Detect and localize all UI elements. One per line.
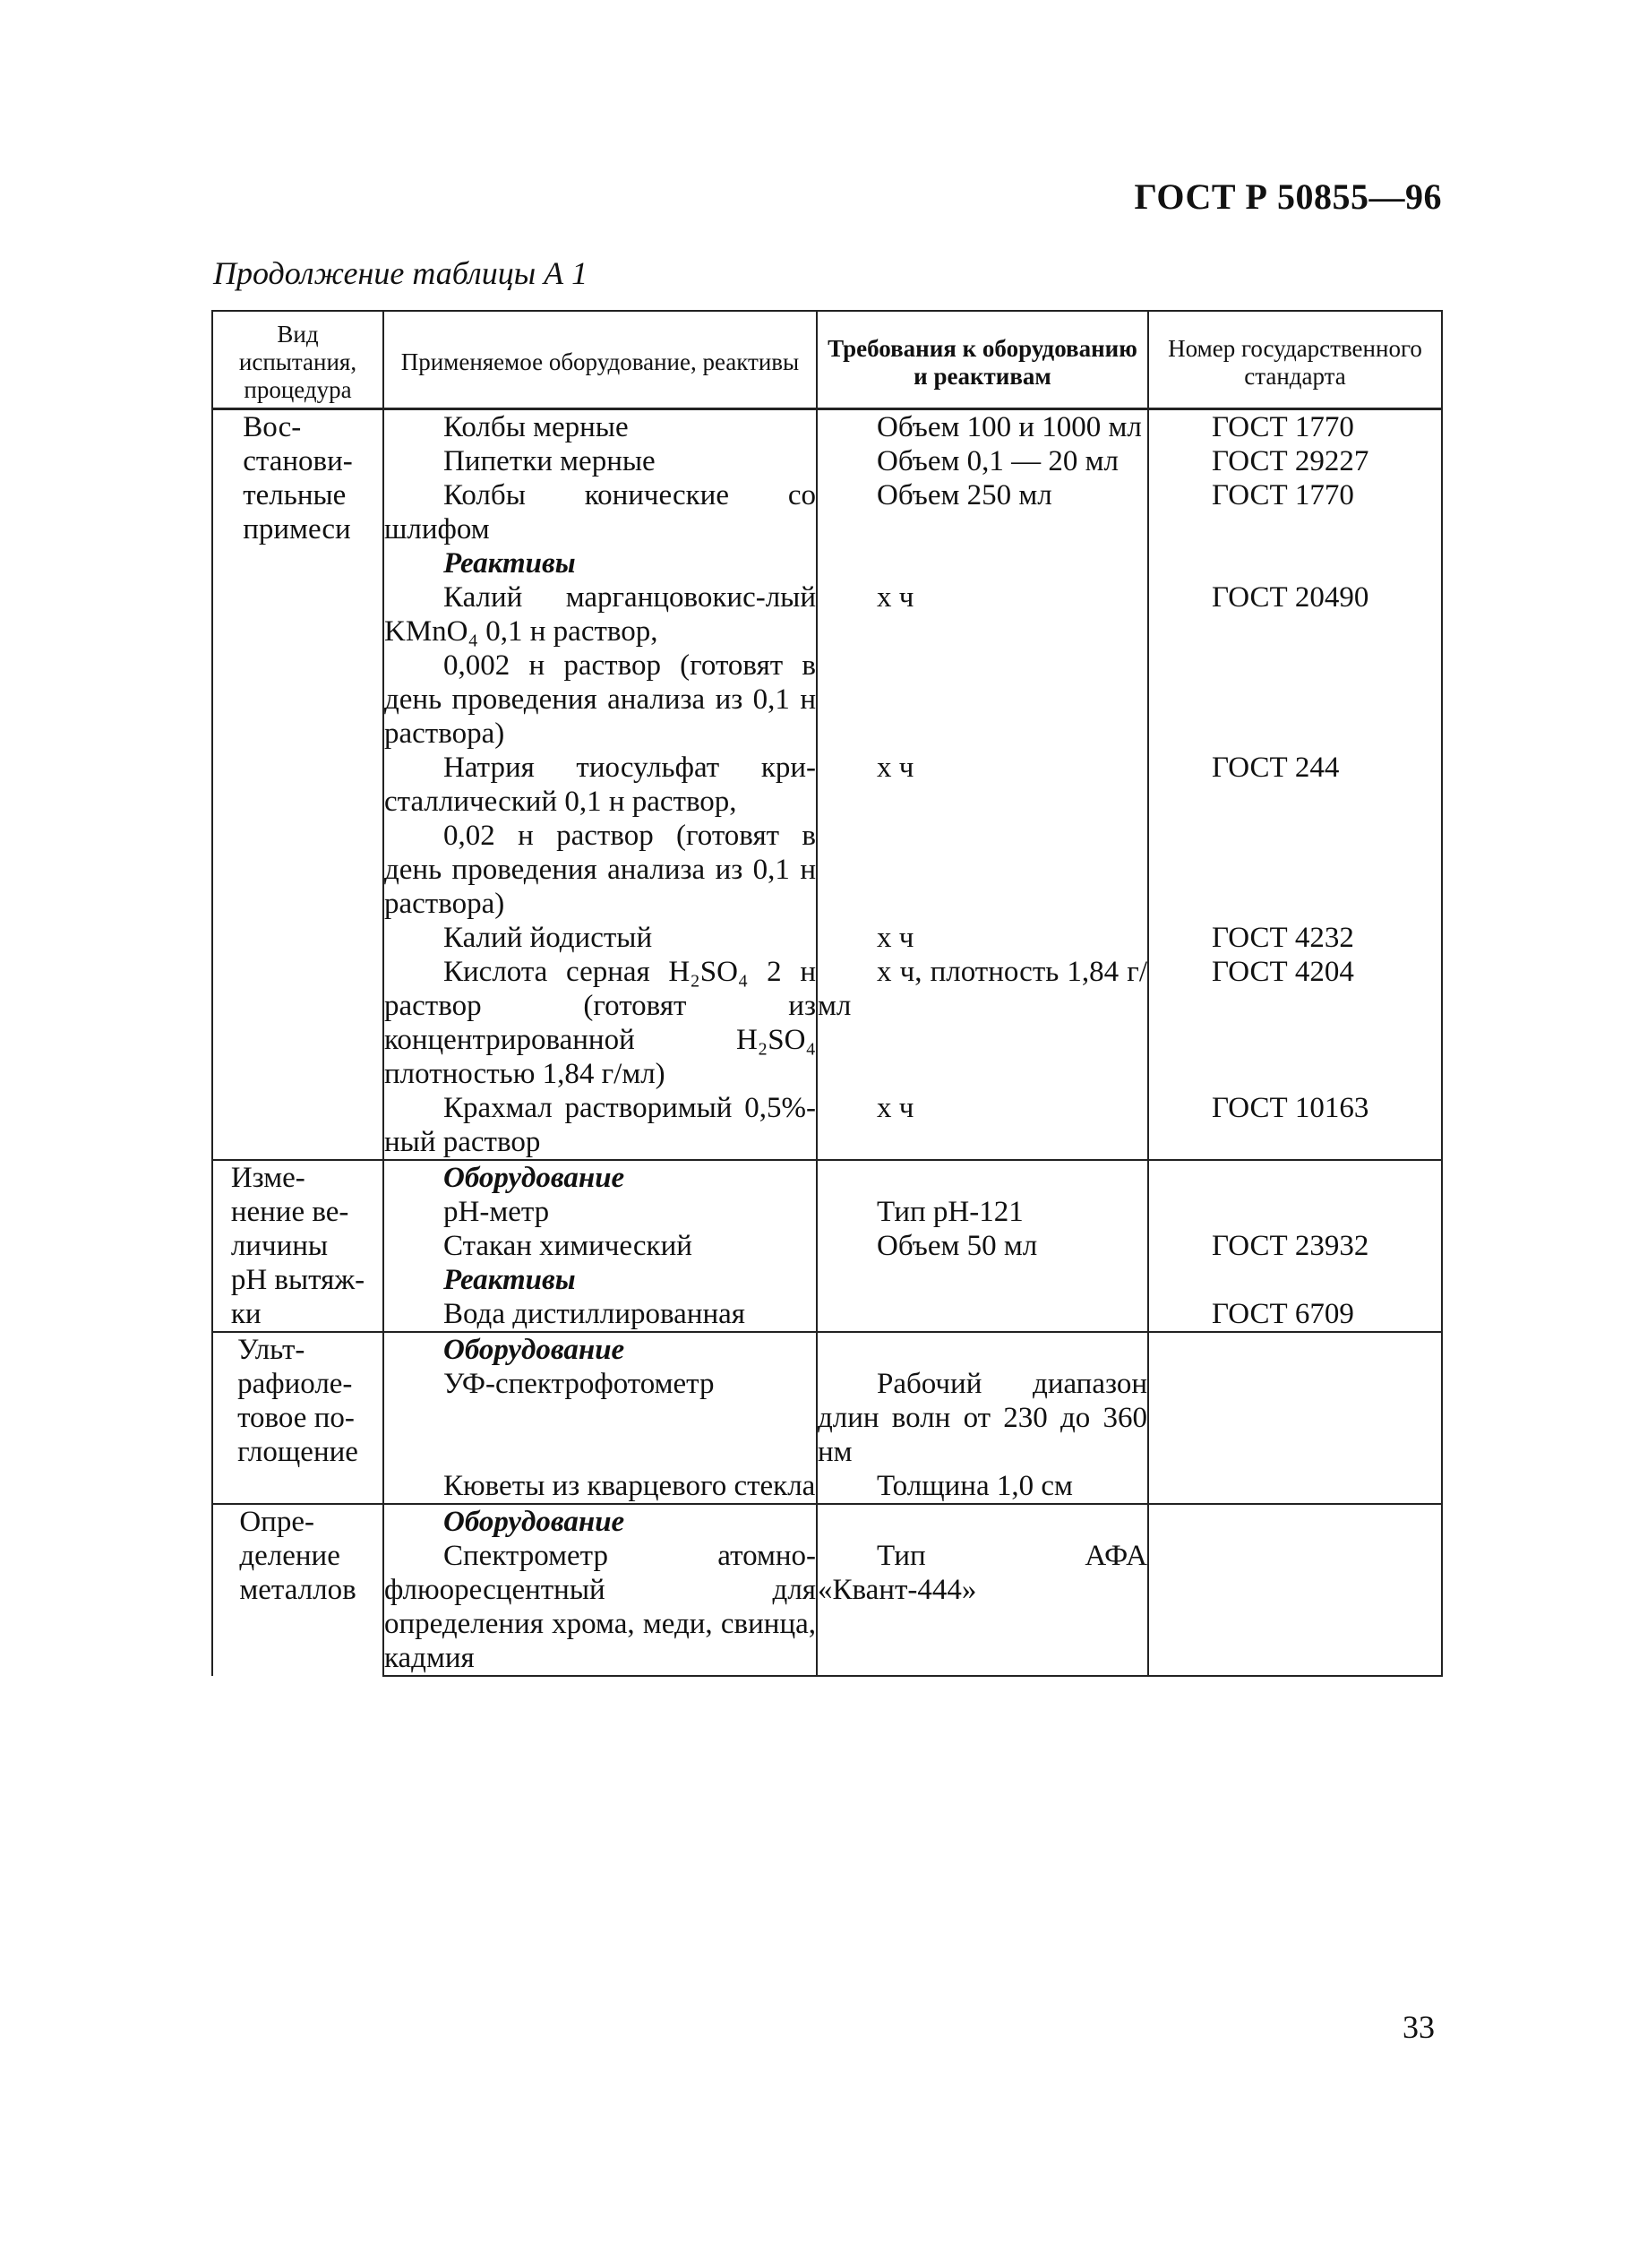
standard-number: ГОСТ 1770 (1212, 411, 1354, 443)
equipment-name: Кюветы из кварцевого стекла (443, 1470, 816, 1502)
table-row (212, 819, 1442, 921)
equipment-cell (383, 1367, 817, 1469)
equipment-name: УФ-спектрофотометр (443, 1368, 715, 1400)
requirement-text: х ч (877, 1092, 914, 1124)
equipment-cell (383, 819, 817, 921)
requirement-text: х ч (877, 581, 914, 614)
table-row (212, 1504, 1442, 1539)
requirements-cell (817, 444, 1148, 478)
equipment-name: Пипетки мерные (443, 445, 656, 477)
requirement-text: х ч (877, 922, 914, 954)
equipment-cell (383, 955, 817, 1091)
equipment-cell (383, 751, 817, 819)
equipment-cell (383, 444, 817, 478)
requirements-cell (817, 546, 1148, 580)
requirements-cell (817, 1469, 1148, 1504)
equipment-cell (383, 1263, 817, 1297)
equipment-cell (383, 1229, 817, 1263)
table-row (212, 409, 1442, 445)
section-label: Оборудование (443, 1334, 625, 1366)
requirements-cell (817, 819, 1148, 921)
standard-cell (1148, 751, 1442, 819)
standard-cell (1148, 1469, 1442, 1504)
requirements-cell (817, 580, 1148, 649)
procedure-name: Опре- деление металлов (239, 1506, 356, 1606)
table-row (212, 1539, 1442, 1676)
requirement-text: Объем 0,1 — 20 мл (877, 445, 1119, 477)
equipment-cell (383, 1297, 817, 1332)
section-label: Реактивы (443, 547, 576, 580)
requirement-text: Рабочий диапазон длин волн от 230 до 360 нм (818, 1368, 1147, 1468)
requirement-text: х ч (877, 752, 914, 784)
equipment-name: Вода дистиллированная (443, 1298, 745, 1330)
requirement-text: Тип АФА «Квант-444» (818, 1540, 1147, 1606)
table-row (212, 546, 1442, 580)
requirements-cell (817, 1160, 1148, 1195)
table-header-row (212, 311, 1442, 409)
requirements-cell (817, 1229, 1148, 1263)
section-label: Оборудование (443, 1162, 625, 1194)
equipment-cell (383, 1091, 817, 1160)
equipment-cell (383, 1160, 817, 1195)
standard-number: ГОСТ 10163 (1212, 1092, 1369, 1124)
equipment-cell (383, 1195, 817, 1229)
standard-cell (1148, 1091, 1442, 1160)
standard-cell (1148, 955, 1442, 1091)
table-row (212, 478, 1442, 546)
equipment-cell (383, 921, 817, 955)
equipment-name: Крахмал растворимый 0,5%-ный раствор (384, 1092, 816, 1158)
equipment-name: Спектрометр атомно-флюоресцентный для определения хрома, меди, свинца, кадмия (384, 1540, 816, 1674)
requirements-cell (817, 1367, 1148, 1469)
standard-cell (1148, 1263, 1442, 1297)
requirements-cell (817, 478, 1148, 546)
procedure-cell (212, 1332, 383, 1504)
column-header-equipment: Применяемое оборудование, реактивы (383, 311, 817, 409)
standard-cell (1148, 1539, 1442, 1676)
standard-cell (1148, 444, 1442, 478)
column-header-requirements: Требования к оборудованию и реактивам (817, 311, 1148, 409)
procedure-name: Вос- станови- тельные примеси (243, 411, 353, 546)
standard-cell (1148, 1229, 1442, 1263)
procedure-cell (212, 1160, 383, 1332)
table-row (212, 649, 1442, 751)
standard-number: ГОСТ 20490 (1212, 581, 1369, 614)
table-row (212, 1332, 1442, 1367)
standard-number: ГОСТ 4204 (1212, 956, 1354, 988)
table-body (212, 409, 1442, 1677)
requirements-cell (817, 1297, 1148, 1332)
standard-cell (1148, 1195, 1442, 1229)
requirements-cell (817, 649, 1148, 751)
equipment-cell (383, 1504, 817, 1539)
section-label: Оборудование (443, 1506, 625, 1538)
requirement-text: Объем 50 мл (877, 1230, 1038, 1262)
requirement-text: Объем 250 мл (877, 479, 1052, 511)
standard-cell (1148, 580, 1442, 649)
equipment-cell (383, 1539, 817, 1676)
section-label: Реактивы (443, 1264, 576, 1296)
standard-number: ГОСТ 29227 (1212, 445, 1369, 477)
standard-number: ГОСТ 4232 (1212, 922, 1354, 954)
requirement-text: Тип pH-121 (877, 1196, 1024, 1228)
equipment-cell (383, 649, 817, 751)
equipment-name: Калий йодистый (443, 922, 653, 954)
standard-number: ГОСТ 23932 (1212, 1230, 1369, 1262)
standard-cell (1148, 819, 1442, 921)
document-id-header: ГОСТ Р 50855—96 (1134, 176, 1442, 217)
standard-cell (1148, 1332, 1442, 1367)
table-row (212, 1091, 1442, 1160)
requirement-text: Толщина 1,0 см (877, 1470, 1073, 1502)
equipment-cell (383, 478, 817, 546)
table-row (212, 955, 1442, 1091)
table-row (212, 751, 1442, 819)
requirements-cell (817, 1091, 1148, 1160)
procedure-name: Изме- нение ве- личины pH вытяж- ки (230, 1162, 365, 1330)
table-head (212, 311, 1442, 409)
equipment-name: Натрия тиосульфат кри-сталлический 0,1 н раствор, (384, 752, 816, 818)
equipment-cell (383, 409, 817, 445)
requirements-cell (817, 409, 1148, 445)
equipment-name: Колбы мерные (443, 411, 629, 443)
equipment-table (211, 310, 1443, 1677)
standard-number: ГОСТ 244 (1212, 752, 1340, 784)
table-row (212, 444, 1442, 478)
procedure-name: Ульт- рафиоле- товое по- глощение (237, 1334, 358, 1468)
column-header-procedure: Вид испытания, процедура (212, 311, 383, 409)
requirement-text: х ч, плотность 1,84 г/мл (818, 956, 1147, 1022)
standard-cell (1148, 478, 1442, 546)
table-row (212, 1263, 1442, 1297)
standard-cell (1148, 1504, 1442, 1539)
equipment-name: Стакан химический (443, 1230, 692, 1262)
table-caption: Продолжение таблицы А 1 (213, 255, 588, 291)
table-row (212, 1297, 1442, 1332)
column-header-standard: Номер государственного стандарта (1148, 311, 1442, 409)
requirements-cell (817, 1195, 1148, 1229)
equipment-name: 0,002 н раствор (готовят в день проведения анализа из 0,1 н раствора) (384, 649, 816, 750)
standard-cell (1148, 649, 1442, 751)
requirements-cell (817, 955, 1148, 1091)
table-row (212, 1195, 1442, 1229)
table-row (212, 1160, 1442, 1195)
equipment-cell (383, 1469, 817, 1504)
standard-cell (1148, 921, 1442, 955)
requirements-cell (817, 1263, 1148, 1297)
equipment-cell (383, 546, 817, 580)
standard-cell (1148, 1297, 1442, 1332)
table-row (212, 580, 1442, 649)
standard-cell (1148, 546, 1442, 580)
equipment-cell (383, 1332, 817, 1367)
requirement-text: Объем 100 и 1000 мл (877, 411, 1142, 443)
standard-number: ГОСТ 1770 (1212, 479, 1354, 511)
equipment-name: Калий марганцовокис-лый KMnO₄ 0,1 н раствор, (384, 581, 816, 648)
equipment-name: pH-метр (443, 1196, 550, 1228)
standard-cell (1148, 1367, 1442, 1469)
table-row (212, 1469, 1442, 1504)
equipment-name: Кислота серная H₂SO₄ 2 н раствор (готовят из концентрированной H₂SO₄ плотностью 1,84 г/мл) (384, 956, 816, 1090)
page-number: 33 (1403, 2009, 1435, 2045)
standard-cell (1148, 409, 1442, 445)
requirements-cell (817, 1332, 1148, 1367)
table-row (212, 1367, 1442, 1469)
requirements-cell (817, 921, 1148, 955)
equipment-name: Колбы конические со шлифом (384, 479, 816, 546)
table-row (212, 1229, 1442, 1263)
requirements-cell (817, 751, 1148, 819)
procedure-cell (212, 409, 383, 1161)
equipment-cell (383, 580, 817, 649)
requirements-cell (817, 1539, 1148, 1676)
equipment-name: 0,02 н раствор (готовят в день проведения анализа из 0,1 н раствора) (384, 820, 816, 920)
standard-number: ГОСТ 6709 (1212, 1298, 1354, 1330)
standard-cell (1148, 1160, 1442, 1195)
table-row (212, 921, 1442, 955)
procedure-cell (212, 1504, 383, 1676)
requirements-cell (817, 1504, 1148, 1539)
